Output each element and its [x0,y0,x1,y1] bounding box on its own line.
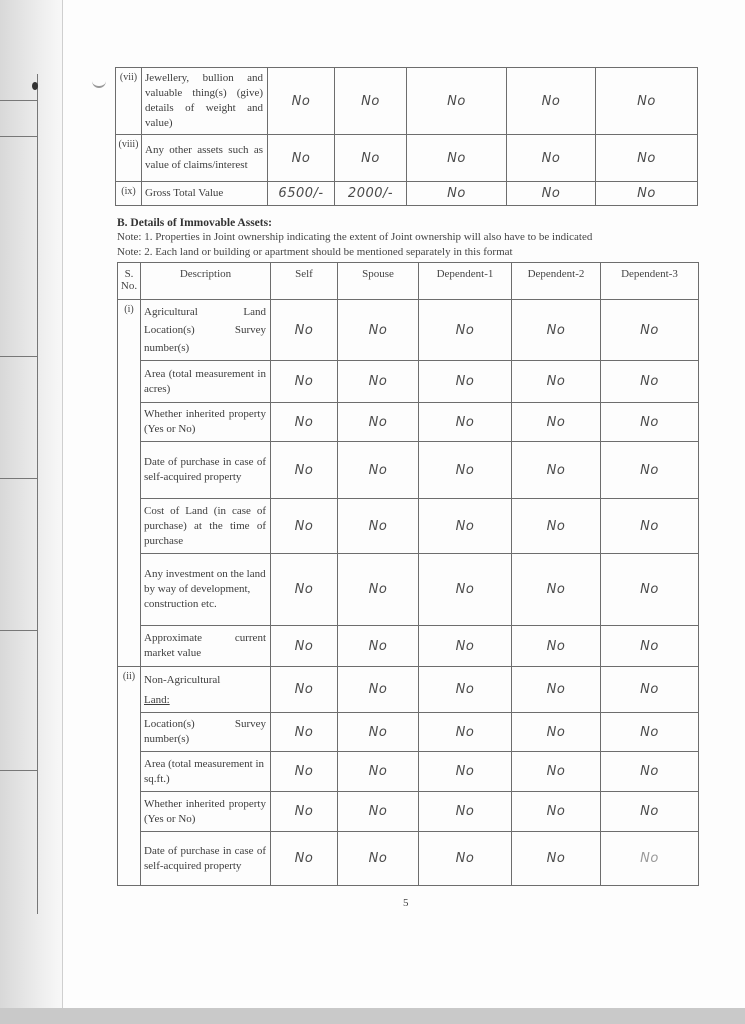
row-description: Jewellery, bullion and valuable thing(s) (give) details of weight and value) [142,68,268,135]
row-description: Area (total measurement in sq.ft.) [141,752,271,792]
self-value: No [271,442,338,499]
dependent-2-value: No [512,403,601,442]
row-number: (viii) [116,135,142,182]
dependent-1-value: No [419,403,512,442]
row-description: Approximate current market value [141,626,271,667]
spouse-value: No [338,626,419,667]
self-value: No [271,713,338,752]
row-description: Area (total measurement in acres) [141,361,271,403]
dependent-2-value: No [507,182,596,206]
dependent-2-value: No [512,442,601,499]
spouse-value: No [338,499,419,554]
dependent-1-value: No [407,135,507,182]
header-dependent-1: Dependent-1 [419,263,512,300]
adjacent-page-edge [0,74,38,914]
table-row [118,554,699,626]
self-value: No [271,832,338,886]
spouse-value: No [338,713,419,752]
row-description [141,667,271,713]
self-value: No [271,499,338,554]
dependent-1-value: No [419,832,512,886]
movable-assets-table-continued [115,67,698,206]
self-value: No [271,403,338,442]
header-self: Self [271,263,338,300]
row-description: Any investment on the land by way of development, construction etc. [141,554,271,626]
dependent-1-value: No [419,554,512,626]
dependent-2-value: No [512,300,601,361]
spouse-value: 2000/- [335,182,407,206]
self-value: No [271,626,338,667]
row-number: (ix) [116,182,142,206]
row-description: Any other assets such as value of claims/interest [142,135,268,182]
spouse-value: No [338,403,419,442]
dependent-1-value: No [419,626,512,667]
row-description: Agricultural Land Location(s) Survey number(s) [141,300,271,361]
dependent-3-value: No [601,442,699,499]
ledger-line [0,356,38,357]
dependent-1-value: No [407,68,507,135]
table-row [118,832,699,886]
note-2: Note: 2. Each land or building or apartment should be mentioned separately in this format [117,246,513,258]
spouse-value: No [338,752,419,792]
section-title: B. Details of Immovable Assets: [117,217,272,229]
dependent-1-value: No [419,752,512,792]
non-agricultural-label: Non-Agricultural [144,673,221,686]
ink-mark [32,82,38,90]
dependent-1-value: No [419,442,512,499]
header-row [118,263,699,300]
dependent-2-value: No [512,499,601,554]
ledger-line [0,100,38,101]
dependent-3-value: No [601,300,699,361]
table-row [118,361,699,403]
ledger-line [0,770,38,771]
header-spouse: Spouse [338,263,419,300]
table-row [118,667,699,713]
table-row [118,499,699,554]
scan-bottom-edge [0,1008,745,1024]
table-row [118,752,699,792]
dependent-3-value: No [601,499,699,554]
page-number: 5 [403,897,409,909]
dependent-1-value: No [419,361,512,403]
spouse-value: No [335,68,407,135]
dependent-2-value: No [507,68,596,135]
dependent-1-value: No [419,713,512,752]
dependent-1-value: No [419,667,512,713]
land-label: Land: [144,693,170,706]
header-sno: S. No. [118,263,141,300]
self-value: No [271,361,338,403]
dependent-2-value: No [512,713,601,752]
dependent-3-value: No [601,713,699,752]
row-description: Location(s) Survey number(s) [141,713,271,752]
dependent-3-value: No [601,626,699,667]
header-dependent-3: Dependent-3 [601,263,699,300]
table-row [118,792,699,832]
self-value: No [271,667,338,713]
dependent-1-value: No [419,499,512,554]
table-row [116,182,698,206]
dependent-3-value: No [596,182,698,206]
dependent-3-value: No [601,832,699,886]
self-value: No [268,135,335,182]
dependent-3-value: No [601,752,699,792]
dependent-2-value: No [512,626,601,667]
dependent-3-value: No [601,361,699,403]
row-description: Date of purchase in case of self-acquired property [141,832,271,886]
self-value: No [271,792,338,832]
row-description: Date of purchase in case of self-acquired property [141,442,271,499]
self-value: No [271,554,338,626]
row-number: (vii) [116,68,142,135]
dependent-3-value: No [601,554,699,626]
group-number: (ii) [118,667,141,886]
dependent-2-value: No [512,554,601,626]
dependent-3-value: No [601,403,699,442]
dependent-2-value: No [512,832,601,886]
table-row [118,626,699,667]
table-row [118,403,699,442]
spouse-value: No [335,135,407,182]
dependent-2-value: No [512,667,601,713]
spouse-value: No [338,300,419,361]
table-row [118,713,699,752]
ledger-line [0,478,38,479]
header-description: Description [141,263,271,300]
ledger-line [0,630,38,631]
header-dependent-2: Dependent-2 [512,263,601,300]
dependent-1-value: No [419,792,512,832]
spouse-value: No [338,442,419,499]
dependent-1-value: No [419,300,512,361]
dependent-3-value: No [601,792,699,832]
dependent-2-value: No [512,361,601,403]
spouse-value: No [338,792,419,832]
row-description: Gross Total Value [142,182,268,206]
dependent-1-value: No [407,182,507,206]
table-row [116,68,698,135]
dependent-3-value: No [596,135,698,182]
dependent-2-value: No [507,135,596,182]
table-row [118,442,699,499]
dependent-2-value: No [512,792,601,832]
dependent-3-value: No [596,68,698,135]
row-description: Whether inherited property (Yes or No) [141,403,271,442]
immovable-assets-table [117,262,699,886]
dependent-3-value: No [601,667,699,713]
row-description: Whether inherited property (Yes or No) [141,792,271,832]
group-number: (i) [118,300,141,667]
spouse-value: No [338,832,419,886]
spouse-value: No [338,361,419,403]
table-row [116,135,698,182]
self-value: No [268,68,335,135]
dependent-2-value: No [512,752,601,792]
self-value: 6500/- [268,182,335,206]
self-value: No [271,752,338,792]
row-description: Cost of Land (in case of purchase) at the time of purchase [141,499,271,554]
spouse-value: No [338,554,419,626]
ledger-line [0,136,38,137]
spouse-value: No [338,667,419,713]
table-row [118,300,699,361]
note-1: Note: 1. Properties in Joint ownership indicating the extent of Joint ownership will also have to be indicated [117,231,593,243]
self-value: No [271,300,338,361]
